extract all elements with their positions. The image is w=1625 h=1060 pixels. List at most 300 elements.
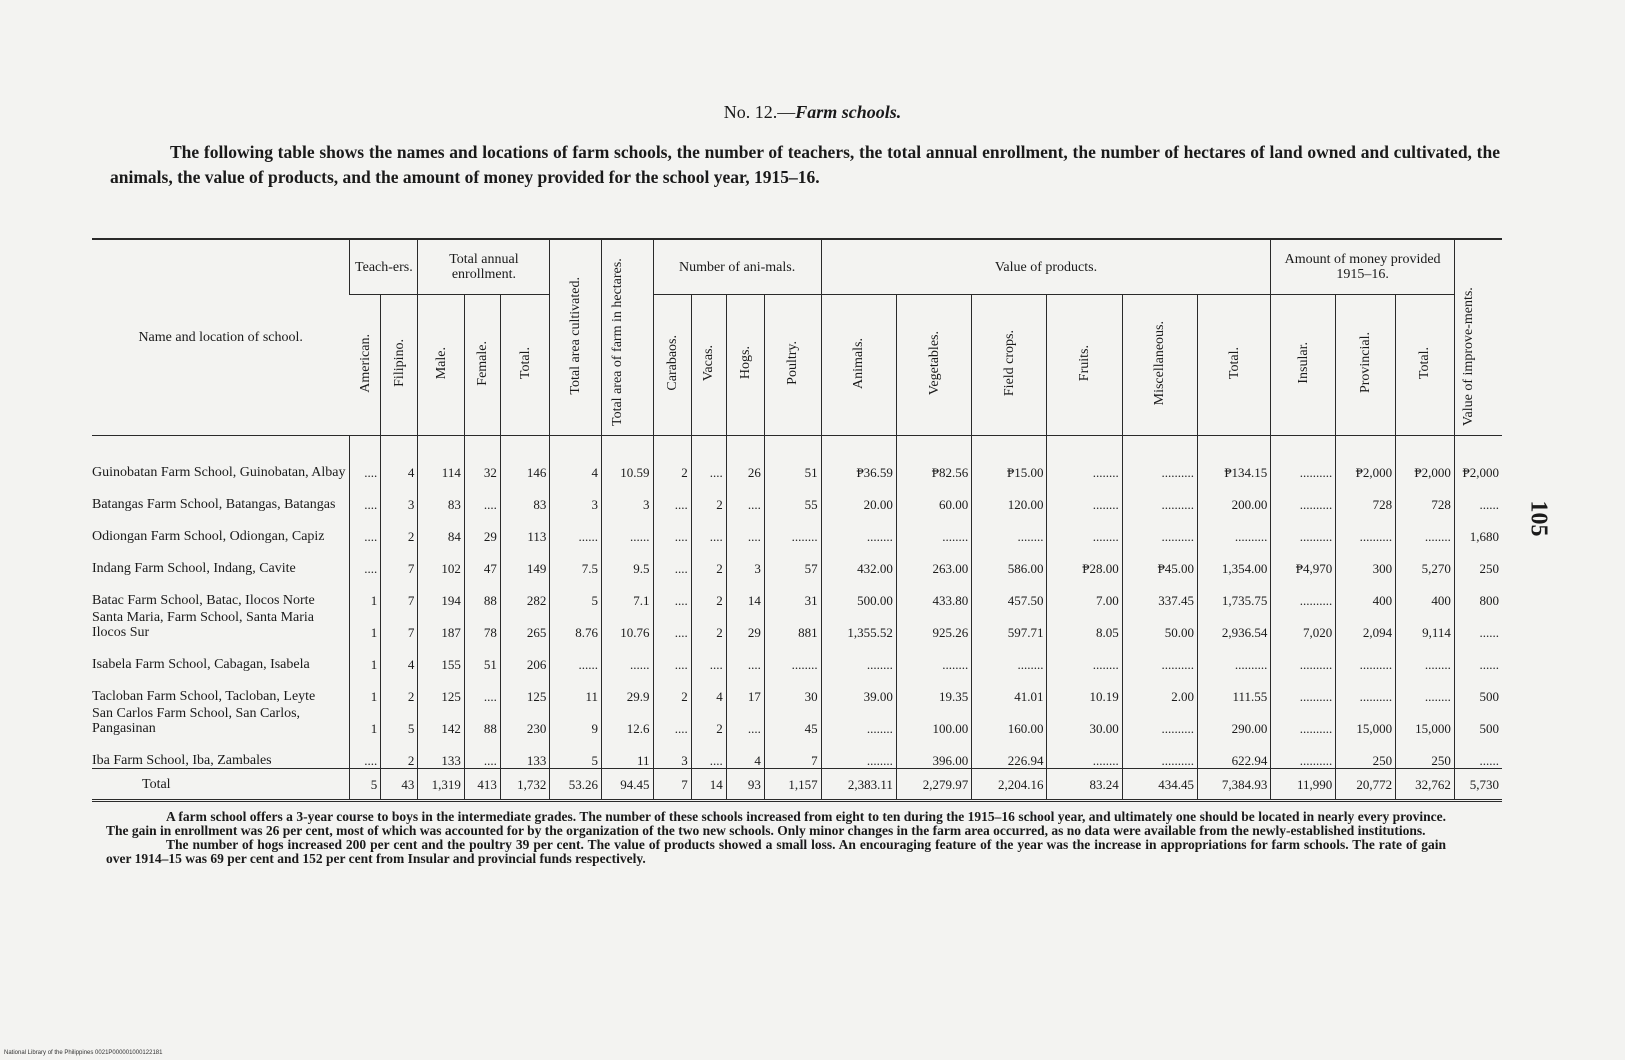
cell-total: 265	[500, 608, 550, 640]
header-teachers: Teach-ers.	[350, 239, 418, 295]
subheader-p-animals	[821, 295, 896, 436]
subheader-carabaos-text: Carabaos.	[664, 335, 680, 391]
cell-total: 113	[500, 512, 550, 544]
subheader-p-total	[1198, 295, 1271, 436]
cell-poultry: 31	[764, 576, 821, 608]
cell-total: 282	[500, 576, 550, 608]
cell-female: 88	[464, 576, 500, 608]
cell-p-fruits: 10.19	[1047, 672, 1122, 704]
cell-m-total: 400	[1396, 576, 1455, 608]
total-american: 5	[350, 769, 381, 801]
header-money: Amount of money provided 1915–16.	[1271, 239, 1455, 295]
cell-improvements: 500	[1454, 672, 1502, 704]
cell-p-misc: ..........	[1122, 436, 1197, 481]
cell-poultry: 45	[764, 704, 821, 736]
subheader-p-misc-text: Miscellaneous.	[1152, 320, 1168, 406]
subheader-american	[350, 295, 381, 436]
cell-p-total: 290.00	[1198, 704, 1271, 736]
cell-cultivated: 5	[550, 576, 602, 608]
cell-poultry: 30	[764, 672, 821, 704]
subheader-m-provincial	[1336, 295, 1396, 436]
subheader-filipino	[381, 295, 418, 436]
cell-m-insular: ..........	[1271, 736, 1336, 769]
cell-p-animals: 20.00	[821, 480, 896, 512]
cell-filipino: 4	[381, 436, 418, 481]
subheader-p-vegetables	[896, 295, 971, 436]
cell-p-animals: ........	[821, 512, 896, 544]
cell-female: ....	[464, 672, 500, 704]
cell-male: 155	[418, 640, 464, 672]
subheader-male	[418, 295, 464, 436]
table-row	[92, 480, 1502, 512]
school-name: Batangas Farm School, Batangas, Batangas	[92, 497, 336, 512]
cell-p-misc: ..........	[1122, 736, 1197, 769]
cell-improvements: ₱2,000	[1454, 436, 1502, 481]
subheader-vacas	[691, 295, 726, 436]
subheader-female-text: Female.	[474, 340, 490, 386]
cell-farm: 12.6	[601, 704, 653, 736]
cell-american: ....	[350, 736, 381, 769]
cell-carabaos: 2	[653, 672, 691, 704]
total-m-provincial: 20,772	[1336, 769, 1396, 801]
cell-total: 149	[500, 544, 550, 576]
cell-m-provincial: 300	[1336, 544, 1396, 576]
subheader-female	[464, 295, 500, 436]
cell-p-total: ..........	[1198, 512, 1271, 544]
subheader-carabaos	[653, 295, 691, 436]
cell-p-field: 226.94	[972, 736, 1047, 769]
cell-farm: 7.1	[601, 576, 653, 608]
cell-filipino: 5	[381, 704, 418, 736]
cell-american: ....	[350, 480, 381, 512]
cell-p-vegetables: 100.00	[896, 704, 971, 736]
table-row	[92, 704, 1502, 736]
cell-improvements: 800	[1454, 576, 1502, 608]
cell-p-vegetables: 19.35	[896, 672, 971, 704]
cell-filipino: 2	[381, 736, 418, 769]
cell-total: 230	[500, 704, 550, 736]
cell-m-total: 5,270	[1396, 544, 1455, 576]
cell-m-insular: ..........	[1271, 704, 1336, 736]
note-paragraph-1: A farm school offers a 3-year course to boys in the intermediate grades. The number of these schools increased from eight to ten during the 1915–16 school year, and ultimately one should be located in nearly every province. The gain in enrollment was 26 per cent, most of which was accounted for by the organization of the two new schools. Only minor changes in the farm area occurred, as no data were available from the newly-established institutions.	[106, 809, 1446, 838]
cell-p-vegetables: ........	[896, 640, 971, 672]
cell-male: 194	[418, 576, 464, 608]
subheader-enroll-total	[500, 295, 550, 436]
cell-carabaos: ....	[653, 576, 691, 608]
cell-p-animals: 1,355.52	[821, 608, 896, 640]
cell-p-misc: ₱45.00	[1122, 544, 1197, 576]
cell-p-vegetables: 396.00	[896, 736, 971, 769]
cell-p-misc: ..........	[1122, 704, 1197, 736]
subheader-enroll-total-text: Total.	[517, 346, 533, 380]
subheader-m-total	[1396, 295, 1455, 436]
cell-filipino: 4	[381, 640, 418, 672]
subheader-m-insular-text: Insular.	[1295, 342, 1311, 384]
cell-p-total: 1,735.75	[1198, 576, 1271, 608]
subheader-m-provincial-text: Provincial.	[1358, 332, 1374, 394]
cell-female: 51	[464, 640, 500, 672]
school-name: Tacloban Farm School, Tacloban, Leyte	[92, 689, 316, 704]
total-p-animals: 2,383.11	[821, 769, 896, 801]
total-improvements: 5,730	[1454, 769, 1502, 801]
table-row	[92, 608, 1502, 640]
subheader-p-field	[972, 295, 1047, 436]
cell-cultivated: ......	[550, 640, 602, 672]
cell-p-animals: 39.00	[821, 672, 896, 704]
cell-m-insular: ..........	[1271, 640, 1336, 672]
header-name: Name and location of school.	[92, 239, 350, 436]
cell-p-fruits: 30.00	[1047, 704, 1122, 736]
subheader-p-field-text: Field crops.	[1001, 329, 1017, 397]
cell-p-vegetables: ........	[896, 512, 971, 544]
table-row	[92, 436, 1502, 481]
cell-filipino: 7	[381, 544, 418, 576]
cell-m-total: ........	[1396, 672, 1455, 704]
subheader-m-total-text: Total.	[1417, 346, 1433, 380]
cell-p-fruits: ........	[1047, 480, 1122, 512]
cell-improvements: ......	[1454, 736, 1502, 769]
cell-american: ....	[350, 512, 381, 544]
title-italic: Farm schools.	[795, 102, 902, 122]
table-row	[92, 544, 1502, 576]
cell-p-field: 160.00	[972, 704, 1047, 736]
cell-carabaos: ....	[653, 512, 691, 544]
cell-m-total: 250	[1396, 736, 1455, 769]
cell-improvements: ......	[1454, 608, 1502, 640]
cell-p-fruits: 7.00	[1047, 576, 1122, 608]
cell-cultivated: 8.76	[550, 608, 602, 640]
cell-m-provincial: 250	[1336, 736, 1396, 769]
cell-m-total: ........	[1396, 512, 1455, 544]
cell-cultivated: ......	[550, 512, 602, 544]
table-row	[92, 672, 1502, 704]
subheader-m-insular	[1271, 295, 1336, 436]
school-name: Guinobatan Farm School, Guinobatan, Albay	[92, 465, 346, 480]
cell-p-field: 41.01	[972, 672, 1047, 704]
total-farm: 94.45	[601, 769, 653, 801]
cell-male: 83	[418, 480, 464, 512]
cell-vacas: 2	[691, 704, 726, 736]
header-cultivated-text: Total area cultivated.	[568, 276, 584, 395]
cell-m-insular: ..........	[1271, 436, 1336, 481]
subheader-male-text: Male.	[433, 346, 449, 380]
cell-vacas: ....	[691, 736, 726, 769]
cell-farm: 10.59	[601, 436, 653, 481]
header-improvements-text: Value of improve-ments.	[1461, 286, 1477, 426]
cell-farm: 29.9	[601, 672, 653, 704]
header-products: Value of products.	[821, 239, 1271, 295]
school-name: Iba Farm School, Iba, Zambales	[92, 753, 272, 768]
total-total: 1,732	[500, 769, 550, 801]
cell-total: 133	[500, 736, 550, 769]
cell-p-misc: 50.00	[1122, 608, 1197, 640]
cell-p-fruits: ........	[1047, 640, 1122, 672]
cell-cultivated: 3	[550, 480, 602, 512]
cell-hogs: 14	[726, 576, 764, 608]
cell-m-insular: ..........	[1271, 512, 1336, 544]
cell-carabaos: ....	[653, 544, 691, 576]
subheader-p-animals-text: Animals.	[851, 337, 867, 389]
cell-female: 32	[464, 436, 500, 481]
cell-m-provincial: ..........	[1336, 640, 1396, 672]
total-p-fruits: 83.24	[1047, 769, 1122, 801]
total-p-total: 7,384.93	[1198, 769, 1271, 801]
total-vacas: 14	[691, 769, 726, 801]
table-row	[92, 576, 1502, 608]
intro-paragraph: The following table shows the names and locations of farm schools, the number of teachers, the total annual enrollment, the number of hectares of land owned and cultivated, the animals, the value of products, and the amount of money provided for the school year, 1915–16.	[110, 142, 1500, 187]
total-female: 413	[464, 769, 500, 801]
header-enrollment: Total annual enrollment.	[418, 239, 550, 295]
cell-m-total: ₱2,000	[1396, 436, 1455, 481]
cell-m-provincial: 728	[1336, 480, 1396, 512]
subheader-poultry	[764, 295, 821, 436]
subheader-hogs-text: Hogs.	[737, 346, 753, 380]
school-name: Batac Farm School, Batac, Ilocos Norte	[92, 593, 315, 608]
cell-p-vegetables: 60.00	[896, 480, 971, 512]
cell-p-total: 200.00	[1198, 480, 1271, 512]
cell-vacas: 4	[691, 672, 726, 704]
total-hogs: 93	[726, 769, 764, 801]
cell-p-total: ₱134.15	[1198, 436, 1271, 481]
subheader-p-fruits-text: Fruits.	[1077, 344, 1093, 382]
cell-p-total: ..........	[1198, 640, 1271, 672]
cell-p-misc: ..........	[1122, 480, 1197, 512]
note-paragraph-2: The number of hogs increased 200 per cent and the poultry 39 per cent. The value of products showed a small loss. An encouraging feature of the year was the increase in appropriations for farm schools. The rate of gain over 1914–15 was 69 per cent and 152 per cent from Insular and provincial funds respectively.	[106, 837, 1446, 866]
cell-hogs: 17	[726, 672, 764, 704]
header-cultivated	[550, 239, 602, 436]
cell-m-insular: ₱4,970	[1271, 544, 1336, 576]
cell-filipino: 2	[381, 672, 418, 704]
cell-female: 29	[464, 512, 500, 544]
cell-farm: ......	[601, 512, 653, 544]
cell-p-animals: ........	[821, 704, 896, 736]
school-name: Santa Maria, Farm School, Santa Maria Ilocos Sur	[92, 610, 315, 640]
cell-carabaos: 3	[653, 736, 691, 769]
notes	[106, 810, 1446, 866]
cell-p-field: 457.50	[972, 576, 1047, 608]
cell-cultivated: 9	[550, 704, 602, 736]
title-prefix: No. 12.—	[723, 102, 796, 122]
cell-p-fruits: ........	[1047, 512, 1122, 544]
cell-male: 84	[418, 512, 464, 544]
cell-p-total: 622.94	[1198, 736, 1271, 769]
cell-p-fruits: 8.05	[1047, 608, 1122, 640]
cell-farm: 10.76	[601, 608, 653, 640]
subheader-filipino-text: Filipino.	[391, 339, 407, 387]
cell-total: 146	[500, 436, 550, 481]
cell-american: 1	[350, 672, 381, 704]
cell-american: ....	[350, 436, 381, 481]
subheader-p-total-text: Total.	[1226, 346, 1242, 380]
cell-improvements: 500	[1454, 704, 1502, 736]
cell-american: 1	[350, 704, 381, 736]
cell-female: 78	[464, 608, 500, 640]
cell-poultry: 881	[764, 608, 821, 640]
cell-farm: 9.5	[601, 544, 653, 576]
subheader-p-vegetables-text: Vegetables.	[926, 330, 942, 396]
cell-american: 1	[350, 608, 381, 640]
cell-male: 142	[418, 704, 464, 736]
cell-p-field: ........	[972, 512, 1047, 544]
table-row	[92, 512, 1502, 544]
cell-p-animals: ........	[821, 640, 896, 672]
school-name: Isabela Farm School, Cabagan, Isabela	[92, 657, 310, 672]
subheader-american-text: American.	[357, 333, 373, 393]
cell-male: 125	[418, 672, 464, 704]
school-name: Indang Farm School, Indang, Cavite	[92, 561, 296, 576]
cell-p-total: 111.55	[1198, 672, 1271, 704]
footer-credit: National Library of the Philippines 0021P000001000122181	[4, 1050, 163, 1056]
cell-filipino: 7	[381, 576, 418, 608]
cell-p-fruits: ........	[1047, 736, 1122, 769]
cell-m-provincial: 400	[1336, 576, 1396, 608]
cell-cultivated: 7.5	[550, 544, 602, 576]
cell-farm: 11	[601, 736, 653, 769]
cell-hogs: 29	[726, 608, 764, 640]
cell-carabaos: ....	[653, 480, 691, 512]
cell-vacas: 2	[691, 608, 726, 640]
cell-poultry: ........	[764, 640, 821, 672]
cell-male: 187	[418, 608, 464, 640]
cell-poultry: 55	[764, 480, 821, 512]
cell-poultry: ........	[764, 512, 821, 544]
cell-vacas: 2	[691, 544, 726, 576]
cell-hogs: ....	[726, 640, 764, 672]
total-cultivated: 53.26	[550, 769, 602, 801]
cell-male: 102	[418, 544, 464, 576]
cell-m-provincial: 15,000	[1336, 704, 1396, 736]
cell-total: 125	[500, 672, 550, 704]
cell-p-vegetables: 925.26	[896, 608, 971, 640]
header-farm-area-text: Total area of farm in hectares.	[610, 257, 626, 426]
cell-cultivated: 11	[550, 672, 602, 704]
page-title	[0, 102, 1625, 123]
cell-hogs: ....	[726, 480, 764, 512]
cell-improvements: ......	[1454, 640, 1502, 672]
cell-hogs: ....	[726, 704, 764, 736]
cell-filipino: 7	[381, 608, 418, 640]
cell-p-animals: ........	[821, 736, 896, 769]
total-p-field: 2,204.16	[972, 769, 1047, 801]
header-animals: Number of ani-mals.	[653, 239, 821, 295]
subheader-hogs	[726, 295, 764, 436]
cell-american: ....	[350, 544, 381, 576]
cell-poultry: 57	[764, 544, 821, 576]
cell-hogs: ....	[726, 512, 764, 544]
cell-farm: ......	[601, 640, 653, 672]
cell-p-misc: ..........	[1122, 512, 1197, 544]
cell-cultivated: 5	[550, 736, 602, 769]
cell-p-animals: 500.00	[821, 576, 896, 608]
cell-carabaos: ....	[653, 608, 691, 640]
cell-filipino: 3	[381, 480, 418, 512]
cell-p-field: 586.00	[972, 544, 1047, 576]
cell-total: 83	[500, 480, 550, 512]
table-row	[92, 736, 1502, 769]
cell-filipino: 2	[381, 512, 418, 544]
cell-vacas: ....	[691, 640, 726, 672]
cell-vacas: 2	[691, 480, 726, 512]
farm-schools-table	[92, 238, 1502, 802]
cell-m-insular: 7,020	[1271, 608, 1336, 640]
cell-p-field: ........	[972, 640, 1047, 672]
cell-vacas: ....	[691, 436, 726, 481]
cell-p-vegetables: 433.80	[896, 576, 971, 608]
cell-carabaos: ....	[653, 640, 691, 672]
cell-m-provincial: ₱2,000	[1336, 436, 1396, 481]
cell-hogs: 26	[726, 436, 764, 481]
cell-total: 206	[500, 640, 550, 672]
cell-m-provincial: ..........	[1336, 512, 1396, 544]
cell-m-total: 15,000	[1396, 704, 1455, 736]
cell-male: 114	[418, 436, 464, 481]
cell-hogs: 3	[726, 544, 764, 576]
table-row	[92, 640, 1502, 672]
cell-p-vegetables: ₱82.56	[896, 436, 971, 481]
page-number: 105	[1525, 500, 1552, 537]
total-carabaos: 7	[653, 769, 691, 801]
cell-p-field: 597.71	[972, 608, 1047, 640]
cell-p-field: ₱15.00	[972, 436, 1047, 481]
subheader-p-misc	[1122, 295, 1197, 436]
cell-p-misc: 2.00	[1122, 672, 1197, 704]
cell-female: ....	[464, 736, 500, 769]
table-body	[92, 436, 1502, 801]
total-p-vegetables: 2,279.97	[896, 769, 971, 801]
header-improvements	[1454, 239, 1502, 436]
cell-p-total: 1,354.00	[1198, 544, 1271, 576]
cell-male: 133	[418, 736, 464, 769]
cell-hogs: 4	[726, 736, 764, 769]
cell-carabaos: ....	[653, 704, 691, 736]
cell-m-insular: ..........	[1271, 480, 1336, 512]
cell-p-fruits: ........	[1047, 436, 1122, 481]
cell-vacas: ....	[691, 512, 726, 544]
cell-american: 1	[350, 576, 381, 608]
total-row	[92, 769, 1502, 801]
cell-p-misc: ..........	[1122, 640, 1197, 672]
cell-cultivated: 4	[550, 436, 602, 481]
cell-p-field: 120.00	[972, 480, 1047, 512]
total-filipino: 43	[381, 769, 418, 801]
cell-poultry: 7	[764, 736, 821, 769]
header-farm-area	[601, 239, 653, 436]
cell-p-vegetables: 263.00	[896, 544, 971, 576]
cell-poultry: 51	[764, 436, 821, 481]
subheader-poultry-text: Poultry.	[785, 341, 801, 385]
cell-m-insular: ..........	[1271, 576, 1336, 608]
cell-american: 1	[350, 640, 381, 672]
cell-female: 88	[464, 704, 500, 736]
cell-vacas: 2	[691, 576, 726, 608]
cell-m-provincial: ..........	[1336, 672, 1396, 704]
total-poultry: 1,157	[764, 769, 821, 801]
cell-female: ....	[464, 480, 500, 512]
cell-m-total: ........	[1396, 640, 1455, 672]
school-name: Odiongan Farm School, Odiongan, Capiz	[92, 529, 325, 544]
cell-p-misc: 337.45	[1122, 576, 1197, 608]
cell-improvements: 1,680	[1454, 512, 1502, 544]
cell-p-total: 2,936.54	[1198, 608, 1271, 640]
cell-p-fruits: ₱28.00	[1047, 544, 1122, 576]
cell-p-animals: ₱36.59	[821, 436, 896, 481]
cell-female: 47	[464, 544, 500, 576]
total-p-misc: 434.45	[1122, 769, 1197, 801]
subheader-p-fruits	[1047, 295, 1122, 436]
cell-p-animals: 432.00	[821, 544, 896, 576]
total-label: Total	[92, 769, 350, 801]
cell-m-total: 9,114	[1396, 608, 1455, 640]
